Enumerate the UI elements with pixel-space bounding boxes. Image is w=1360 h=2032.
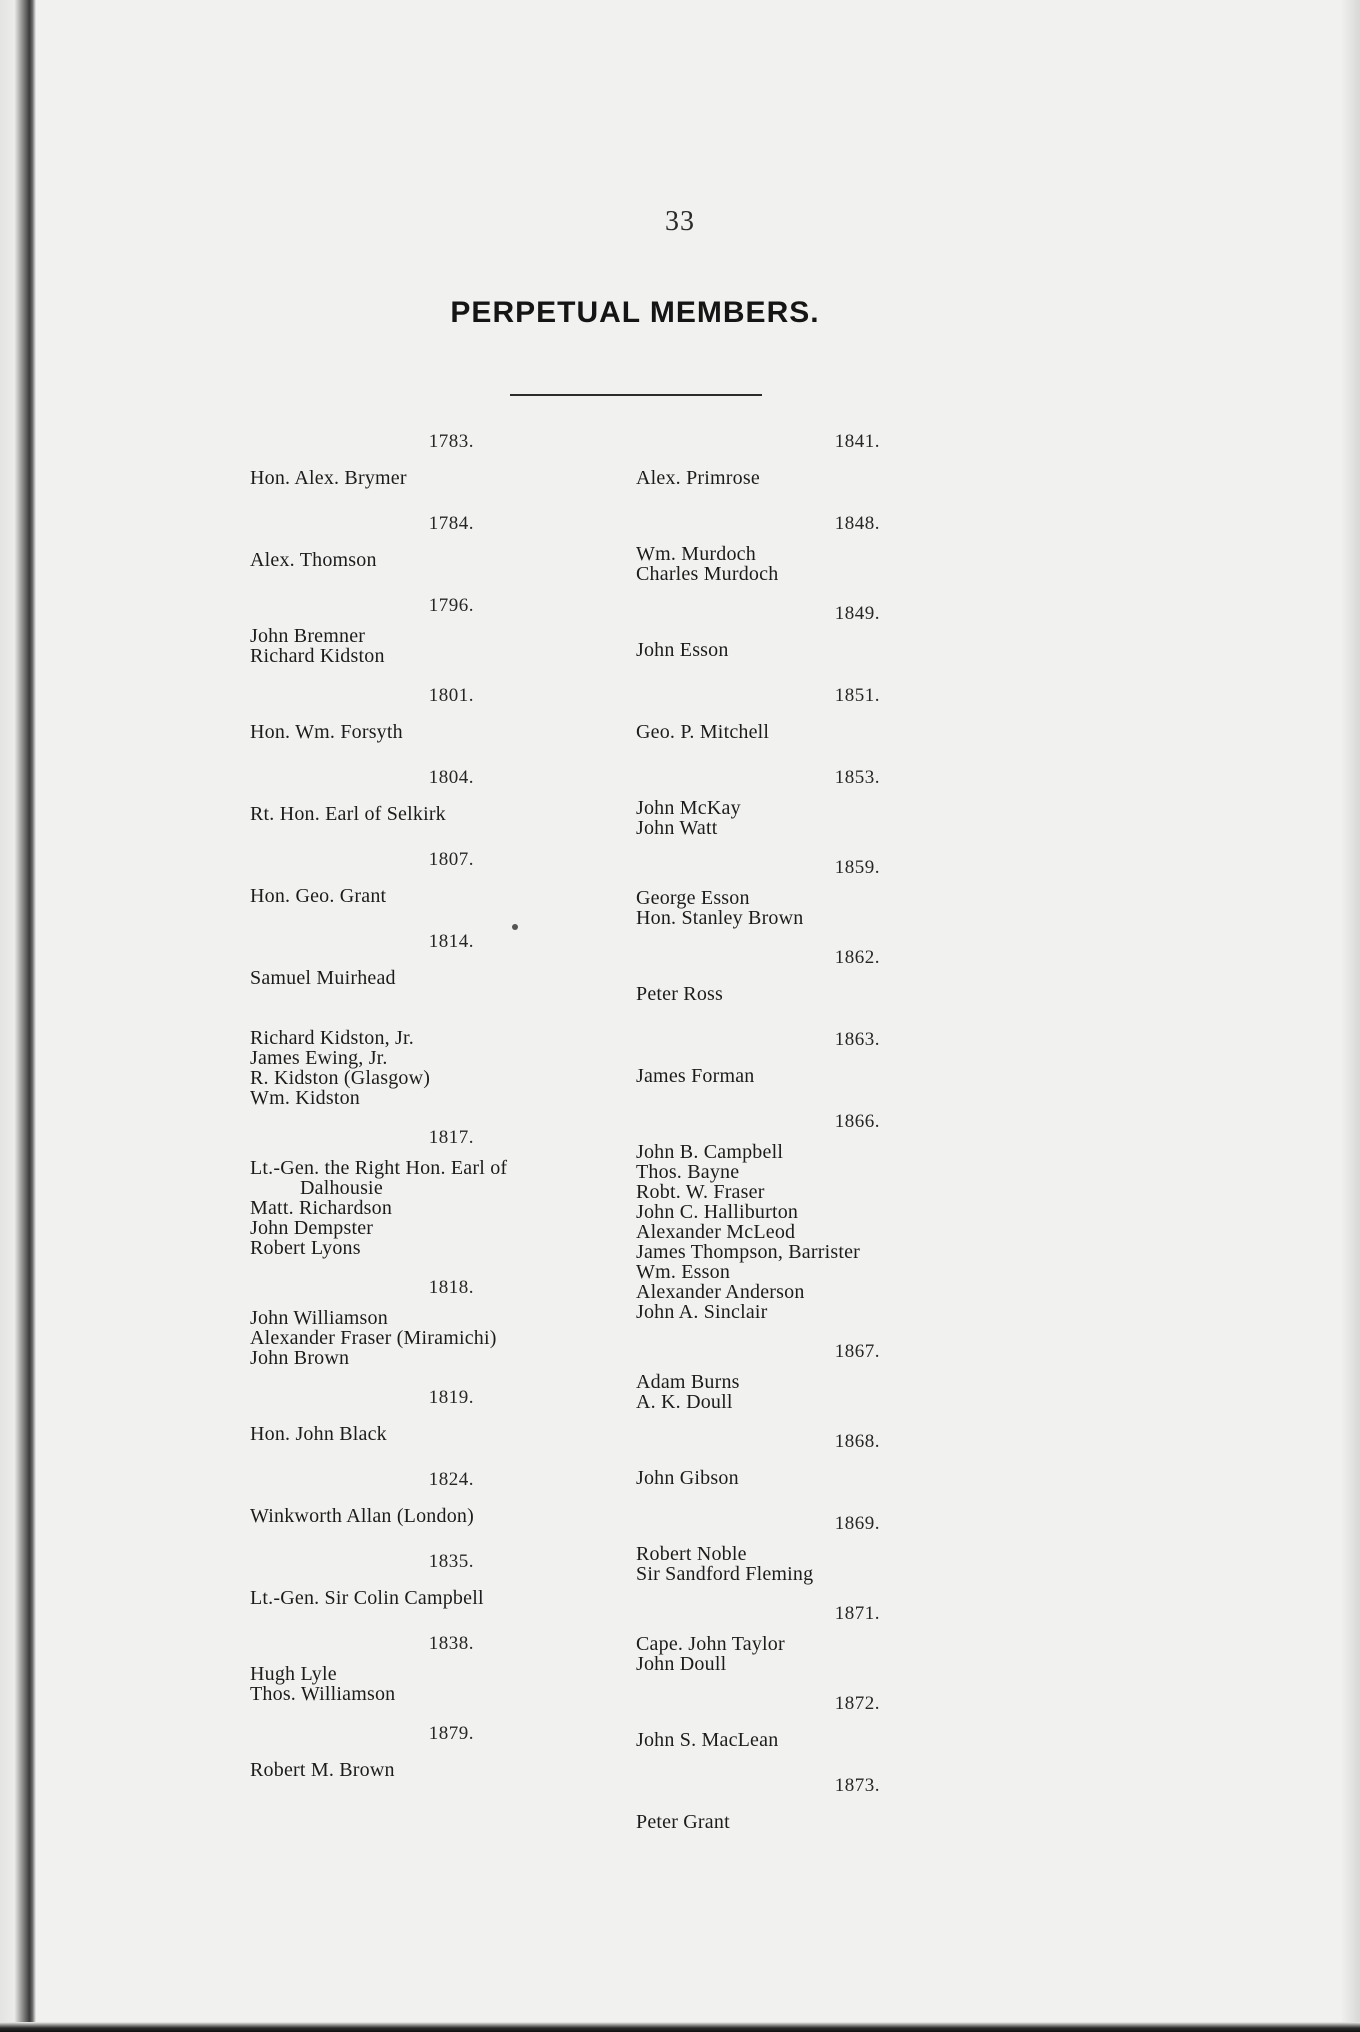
member-name: Adam Burns	[636, 1371, 740, 1393]
year-heading: 1871.	[834, 1603, 880, 1624]
member-name: Robert Noble	[636, 1543, 747, 1565]
member-list	[636, 1142, 966, 1322]
year-group	[250, 1542, 590, 1614]
member-name: Winkworth Allan (London)	[250, 1505, 474, 1527]
member-name: Alexander Anderson	[636, 1281, 805, 1303]
year-heading: 1784.	[428, 513, 474, 534]
member-name: Charles Murdoch	[636, 563, 779, 585]
member-list	[250, 1754, 590, 1786]
year-group	[636, 848, 966, 928]
member-list	[636, 1724, 966, 1756]
member-list	[636, 544, 966, 584]
year-heading: 1863.	[834, 1029, 880, 1050]
year-heading: 1835.	[428, 1551, 474, 1572]
member-name: Alexander Fraser (Miramichi)	[250, 1327, 497, 1349]
member-name: Wm. Esson	[636, 1261, 731, 1283]
year-group	[250, 758, 590, 830]
year-heading: 1867.	[834, 1341, 880, 1362]
member-name: Robert Lyons	[250, 1237, 361, 1259]
year-heading: 1862.	[834, 947, 880, 968]
year-group	[636, 1684, 966, 1756]
member-name: John Watt	[636, 817, 718, 839]
member-name: Robert M. Brown	[250, 1759, 395, 1781]
member-name: Rt. Hon. Earl of Selkirk	[250, 803, 446, 825]
year-heading: 1853.	[834, 767, 880, 788]
year-group	[636, 422, 966, 494]
member-name: A. K. Doull	[636, 1391, 733, 1413]
year-heading: 1866.	[834, 1111, 880, 1132]
left-column	[250, 422, 590, 1796]
page-edge-right	[1342, 0, 1360, 2032]
member-name: James Ewing, Jr.	[250, 1047, 388, 1069]
year-heading: 1814.	[428, 931, 474, 952]
member-name: Wm. Kidston	[250, 1087, 360, 1109]
page-title: PERPETUAL MEMBERS.	[450, 296, 820, 329]
member-name: Hon. John Black	[250, 1423, 387, 1445]
member-name: Matt. Richardson	[250, 1197, 393, 1219]
member-list	[636, 1544, 966, 1584]
member-list	[250, 798, 590, 830]
member-list	[636, 978, 966, 1010]
member-name: Sir Sandford Fleming	[636, 1563, 814, 1585]
member-name: Hon. Alex. Brymer	[250, 467, 407, 489]
year-heading: 1817.	[428, 1127, 474, 1148]
member-list	[636, 716, 966, 748]
member-name: Hon. Wm. Forsyth	[250, 721, 403, 743]
member-list	[250, 962, 590, 994]
year-heading: 1838.	[428, 1633, 474, 1654]
year-heading: 1848.	[834, 513, 880, 534]
year-heading: 1868.	[834, 1431, 880, 1452]
right-column	[636, 422, 966, 1848]
year-group	[636, 1766, 966, 1838]
year-heading: 1801.	[428, 685, 474, 706]
member-name: Richard Kidston, Jr.	[250, 1027, 414, 1049]
member-name: Alex. Primrose	[636, 467, 760, 489]
member-name: Dalhousie	[300, 1177, 383, 1199]
member-list	[250, 1582, 590, 1614]
member-name: James Thompson, Barrister	[636, 1241, 861, 1263]
member-list	[636, 1806, 966, 1838]
year-heading: 1849.	[834, 603, 880, 624]
member-name: Cape. John Taylor	[636, 1633, 785, 1655]
year-group	[250, 1118, 590, 1258]
member-list	[250, 880, 590, 912]
year-heading: 1796.	[428, 595, 474, 616]
member-name: Lt.-Gen. the Right Hon. Earl of	[250, 1157, 508, 1179]
year-heading: 1879.	[428, 1723, 474, 1744]
member-name: John Gibson	[636, 1467, 739, 1489]
member-name: Samuel Muirhead	[250, 967, 396, 989]
divider-rule	[510, 394, 762, 396]
year-heading: 1818.	[428, 1277, 474, 1298]
member-list	[636, 1634, 966, 1674]
year-group	[250, 504, 590, 576]
year-group	[636, 1504, 966, 1584]
year-heading: 1873.	[834, 1775, 880, 1796]
year-group	[636, 938, 966, 1010]
member-list	[636, 1372, 966, 1412]
member-name: Peter Grant	[636, 1811, 730, 1833]
member-list	[250, 1664, 590, 1704]
year-group	[636, 1594, 966, 1674]
member-list	[250, 462, 590, 494]
year-group	[250, 1378, 590, 1450]
year-heading: 1869.	[834, 1513, 880, 1534]
member-name: Peter Ross	[636, 983, 723, 1005]
member-name: John Dempster	[250, 1217, 374, 1239]
member-name: John S. MacLean	[636, 1729, 779, 1751]
year-heading: 1841.	[834, 431, 880, 452]
year-group	[250, 676, 590, 748]
member-list	[250, 1418, 590, 1450]
year-group	[636, 1102, 966, 1322]
member-name: John McKay	[636, 797, 741, 819]
member-list	[636, 462, 966, 494]
year-group	[636, 1422, 966, 1494]
member-name: Hon. Stanley Brown	[636, 907, 804, 929]
member-name: John Brown	[250, 1347, 350, 1369]
year-group	[250, 1268, 590, 1368]
page-edge-bottom	[0, 2022, 1360, 2032]
member-name: Robt. W. Fraser	[636, 1181, 765, 1203]
member-name: Richard Kidston	[250, 645, 385, 667]
member-name: Lt.-Gen. Sir Colin Campbell	[250, 1587, 484, 1609]
year-heading: 1851.	[834, 685, 880, 706]
year-heading: 1819.	[428, 1387, 474, 1408]
member-name: Wm. Murdoch	[636, 543, 756, 565]
member-name: John Bremner	[250, 625, 366, 647]
member-name: John C. Halliburton	[636, 1201, 799, 1223]
member-name: Thos. Bayne	[636, 1161, 740, 1183]
member-list	[636, 1462, 966, 1494]
year-group	[636, 504, 966, 584]
member-list	[250, 1500, 590, 1532]
member-list	[250, 716, 590, 748]
year-group	[636, 758, 966, 838]
member-name: Hugh Lyle	[250, 1663, 337, 1685]
member-name: John A. Sinclair	[636, 1301, 768, 1323]
member-list	[636, 888, 966, 928]
year-group	[636, 594, 966, 666]
year-group	[636, 1020, 966, 1092]
member-name: James Forman	[636, 1065, 755, 1087]
member-list	[250, 1158, 590, 1258]
member-name: Hon. Geo. Grant	[250, 885, 387, 907]
member-list	[250, 626, 590, 666]
year-group	[250, 840, 590, 912]
member-name: John B. Campbell	[636, 1141, 784, 1163]
year-group	[250, 1714, 590, 1786]
member-name: Thos. Williamson	[250, 1683, 396, 1705]
year-group	[250, 586, 590, 666]
member-name: Alex. Thomson	[250, 549, 377, 571]
member-name: John Williamson	[250, 1307, 388, 1329]
year-heading: 1824.	[428, 1469, 474, 1490]
page-number: 33	[665, 206, 695, 237]
member-list	[636, 798, 966, 838]
member-list	[250, 544, 590, 576]
year-group	[250, 1460, 590, 1532]
year-group	[250, 922, 590, 994]
year-group	[250, 1624, 590, 1704]
year-group	[636, 676, 966, 748]
year-group	[250, 1004, 590, 1108]
member-list	[636, 1060, 966, 1092]
year-group	[250, 422, 590, 494]
member-list	[250, 1308, 590, 1368]
year-heading: 1872.	[834, 1693, 880, 1714]
member-name: R. Kidston (Glasgow)	[250, 1067, 431, 1089]
member-name: Geo. P. Mitchell	[636, 721, 770, 743]
member-list	[636, 634, 966, 666]
year-heading: 1807.	[428, 849, 474, 870]
year-heading: 1859.	[834, 857, 880, 878]
member-name: George Esson	[636, 887, 750, 909]
year-heading: 1783.	[428, 431, 474, 452]
year-heading: 1804.	[428, 767, 474, 788]
member-name: John Doull	[636, 1653, 727, 1675]
group-spacer	[250, 1004, 590, 1028]
member-name: Alexander McLeod	[636, 1221, 796, 1243]
member-name: John Esson	[636, 639, 729, 661]
year-group	[636, 1332, 966, 1412]
member-list	[250, 1028, 590, 1108]
